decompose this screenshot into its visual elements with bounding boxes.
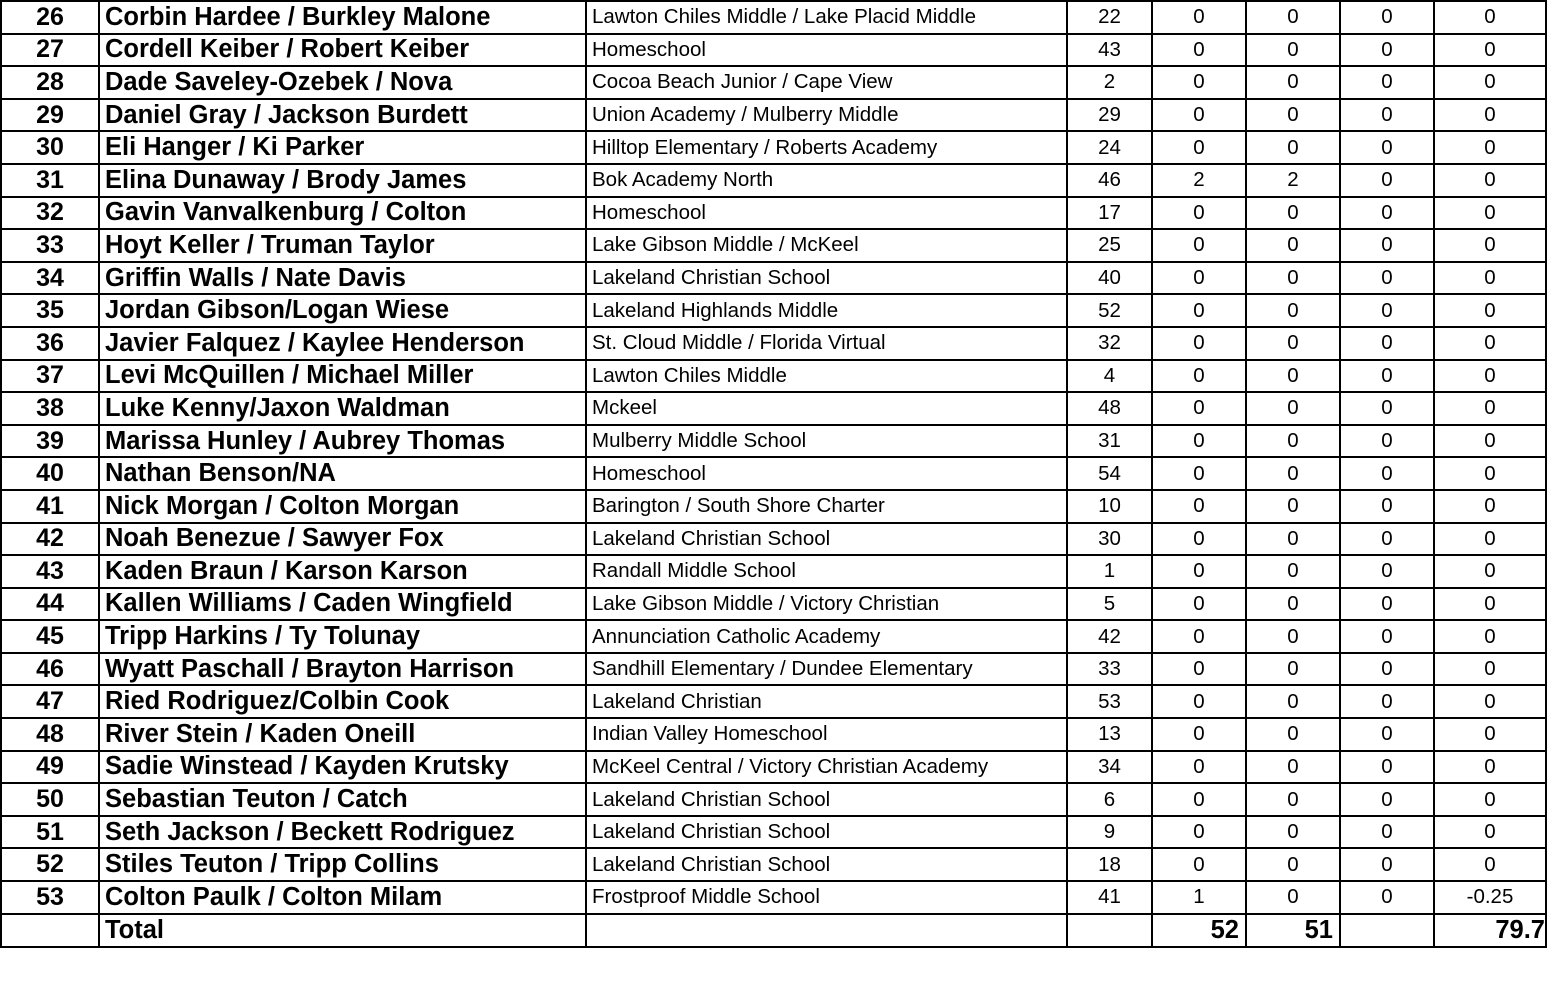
entry-number-cell: 30	[1067, 523, 1152, 556]
entry-number-cell: 53	[1067, 685, 1152, 718]
score-cell-1: 0	[1152, 197, 1246, 230]
table-row	[1, 294, 1546, 327]
score-cell-4: 0	[1434, 34, 1546, 67]
score-cell-2: 0	[1246, 327, 1340, 360]
school-cell: Mckeel	[586, 392, 1067, 425]
score-cell-2: 0	[1246, 523, 1340, 556]
score-cell-1: 0	[1152, 588, 1246, 621]
entry-number-cell: 52	[1067, 294, 1152, 327]
entry-number-cell: 5	[1067, 588, 1152, 621]
entry-number-cell: 9	[1067, 816, 1152, 849]
score-cell-3: 0	[1340, 457, 1434, 490]
school-cell: McKeel Central / Victory Christian Academy	[586, 751, 1067, 784]
score-cell-3: 0	[1340, 620, 1434, 653]
school-cell: Bok Academy North	[586, 164, 1067, 197]
school-cell: Sandhill Elementary / Dundee Elementary	[586, 653, 1067, 686]
score-cell-4: 0	[1434, 783, 1546, 816]
score-cell-1: 0	[1152, 99, 1246, 132]
table-row	[1, 881, 1546, 914]
entry-number-cell: 33	[1067, 653, 1152, 686]
team-name-cell: Ried Rodriguez/Colbin Cook	[99, 685, 586, 718]
score-cell-2: 0	[1246, 816, 1340, 849]
score-cell-4: 0	[1434, 425, 1546, 458]
score-cell-4: 0	[1434, 653, 1546, 686]
score-cell-2: 0	[1246, 881, 1340, 914]
score-cell-2: 0	[1246, 588, 1340, 621]
score-cell-4: 0	[1434, 360, 1546, 393]
score-cell-3: 0	[1340, 66, 1434, 99]
rank-cell: 34	[1, 262, 99, 295]
entry-number-cell: 18	[1067, 848, 1152, 881]
school-cell: Cocoa Beach Junior / Cape View	[586, 66, 1067, 99]
score-cell-2: 0	[1246, 490, 1340, 523]
rank-cell: 37	[1, 360, 99, 393]
total-school-cell	[586, 914, 1067, 947]
score-cell-4: 0	[1434, 66, 1546, 99]
score-cell-2: 0	[1246, 197, 1340, 230]
score-cell-3: 0	[1340, 425, 1434, 458]
team-name-cell: Noah Benezue / Sawyer Fox	[99, 523, 586, 556]
team-name-cell: Dade Saveley-Ozebek / Nova	[99, 66, 586, 99]
entry-number-cell: 43	[1067, 34, 1152, 67]
team-name-cell: Jordan Gibson/Logan Wiese	[99, 294, 586, 327]
total-score-3	[1340, 914, 1434, 947]
score-cell-2: 0	[1246, 1, 1340, 34]
total-score-2: 51	[1246, 914, 1340, 947]
score-cell-3: 0	[1340, 294, 1434, 327]
score-cell-1: 0	[1152, 425, 1246, 458]
school-cell: Union Academy / Mulberry Middle	[586, 99, 1067, 132]
score-cell-3: 0	[1340, 229, 1434, 262]
entry-number-cell: 41	[1067, 881, 1152, 914]
entry-number-cell: 54	[1067, 457, 1152, 490]
rank-cell: 50	[1, 783, 99, 816]
score-cell-3: 0	[1340, 718, 1434, 751]
score-cell-3: 0	[1340, 848, 1434, 881]
score-cell-1: 0	[1152, 262, 1246, 295]
table-row	[1, 718, 1546, 751]
entry-number-cell: 34	[1067, 751, 1152, 784]
rank-cell: 32	[1, 197, 99, 230]
team-name-cell: Colton Paulk / Colton Milam	[99, 881, 586, 914]
team-name-cell: Griffin Walls / Nate Davis	[99, 262, 586, 295]
team-name-cell: Cordell Keiber / Robert Keiber	[99, 34, 586, 67]
score-cell-2: 0	[1246, 751, 1340, 784]
school-cell: Lakeland Christian School	[586, 783, 1067, 816]
rank-cell: 44	[1, 588, 99, 621]
score-cell-4: 0	[1434, 131, 1546, 164]
rank-cell: 27	[1, 34, 99, 67]
entry-number-cell: 40	[1067, 262, 1152, 295]
score-cell-4: 0	[1434, 588, 1546, 621]
score-cell-1: 0	[1152, 294, 1246, 327]
score-cell-4: 0	[1434, 294, 1546, 327]
total-score-1: 52	[1152, 914, 1246, 947]
entry-number-cell: 25	[1067, 229, 1152, 262]
score-cell-2: 0	[1246, 392, 1340, 425]
table-row	[1, 262, 1546, 295]
rank-cell: 40	[1, 457, 99, 490]
score-cell-3: 0	[1340, 523, 1434, 556]
entry-number-cell: 22	[1067, 1, 1152, 34]
entry-number-cell: 10	[1067, 490, 1152, 523]
score-cell-3: 0	[1340, 131, 1434, 164]
rank-cell: 43	[1, 555, 99, 588]
score-cell-2: 0	[1246, 66, 1340, 99]
score-cell-3: 0	[1340, 262, 1434, 295]
score-cell-3: 0	[1340, 99, 1434, 132]
school-cell: Lakeland Christian School	[586, 848, 1067, 881]
score-cell-1: 0	[1152, 523, 1246, 556]
score-cell-1: 0	[1152, 360, 1246, 393]
score-cell-4: 0	[1434, 99, 1546, 132]
score-cell-3: 0	[1340, 783, 1434, 816]
score-cell-1: 0	[1152, 229, 1246, 262]
score-cell-1: 0	[1152, 848, 1246, 881]
entry-number-cell: 29	[1067, 99, 1152, 132]
score-cell-1: 0	[1152, 685, 1246, 718]
school-cell: Lakeland Christian School	[586, 816, 1067, 849]
score-cell-1: 0	[1152, 555, 1246, 588]
table-row	[1, 555, 1546, 588]
school-cell: Lake Gibson Middle / Victory Christian	[586, 588, 1067, 621]
score-cell-4: -0.25	[1434, 881, 1546, 914]
school-cell: Homeschool	[586, 197, 1067, 230]
team-name-cell: Corbin Hardee / Burkley Malone	[99, 1, 586, 34]
school-cell: St. Cloud Middle / Florida Virtual	[586, 327, 1067, 360]
score-cell-4: 0	[1434, 262, 1546, 295]
table-row	[1, 131, 1546, 164]
school-cell: Lake Gibson Middle / McKeel	[586, 229, 1067, 262]
school-cell: Lawton Chiles Middle	[586, 360, 1067, 393]
rank-cell: 28	[1, 66, 99, 99]
score-cell-3: 0	[1340, 392, 1434, 425]
school-cell: Mulberry Middle School	[586, 425, 1067, 458]
team-name-cell: Luke Kenny/Jaxon Waldman	[99, 392, 586, 425]
score-cell-1: 0	[1152, 131, 1246, 164]
school-cell: Indian Valley Homeschool	[586, 718, 1067, 751]
score-cell-1: 0	[1152, 1, 1246, 34]
score-cell-3: 0	[1340, 816, 1434, 849]
team-name-cell: Stiles Teuton / Tripp Collins	[99, 848, 586, 881]
school-cell: Lakeland Christian School	[586, 523, 1067, 556]
score-cell-3: 0	[1340, 685, 1434, 718]
rank-cell: 48	[1, 718, 99, 751]
table-row	[1, 360, 1546, 393]
score-cell-1: 0	[1152, 327, 1246, 360]
team-name-cell: Gavin Vanvalkenburg / Colton	[99, 197, 586, 230]
table-row	[1, 66, 1546, 99]
entry-number-cell: 6	[1067, 783, 1152, 816]
team-name-cell: Sebastian Teuton / Catch	[99, 783, 586, 816]
score-cell-4: 0	[1434, 327, 1546, 360]
score-cell-4: 0	[1434, 197, 1546, 230]
entry-number-cell: 1	[1067, 555, 1152, 588]
score-cell-3: 0	[1340, 360, 1434, 393]
table-row	[1, 99, 1546, 132]
table-row	[1, 751, 1546, 784]
team-name-cell: Nick Morgan / Colton Morgan	[99, 490, 586, 523]
score-cell-4: 0	[1434, 1, 1546, 34]
score-cell-3: 0	[1340, 197, 1434, 230]
score-cell-2: 0	[1246, 262, 1340, 295]
team-name-cell: Eli Hanger / Ki Parker	[99, 131, 586, 164]
score-cell-4: 0	[1434, 490, 1546, 523]
score-cell-1: 1	[1152, 881, 1246, 914]
score-cell-4: 0	[1434, 523, 1546, 556]
score-cell-4: 0	[1434, 816, 1546, 849]
rank-cell: 46	[1, 653, 99, 686]
school-cell: Barington / South Shore Charter	[586, 490, 1067, 523]
table-row	[1, 229, 1546, 262]
entry-number-cell: 42	[1067, 620, 1152, 653]
rank-cell: 41	[1, 490, 99, 523]
table-row	[1, 425, 1546, 458]
table-row	[1, 653, 1546, 686]
score-cell-2: 0	[1246, 783, 1340, 816]
score-cell-4: 0	[1434, 555, 1546, 588]
score-cell-1: 0	[1152, 783, 1246, 816]
school-cell: Lakeland Christian	[586, 685, 1067, 718]
team-name-cell: Kallen Williams / Caden Wingfield	[99, 588, 586, 621]
school-cell: Lawton Chiles Middle / Lake Placid Middle	[586, 1, 1067, 34]
entry-number-cell: 4	[1067, 360, 1152, 393]
rank-cell: 36	[1, 327, 99, 360]
rank-cell: 42	[1, 523, 99, 556]
table-row	[1, 197, 1546, 230]
entry-number-cell: 48	[1067, 392, 1152, 425]
score-cell-2: 0	[1246, 685, 1340, 718]
score-cell-1: 0	[1152, 457, 1246, 490]
rank-cell: 49	[1, 751, 99, 784]
score-cell-4: 0	[1434, 457, 1546, 490]
table-row	[1, 848, 1546, 881]
total-score-4: 79.7	[1434, 914, 1546, 947]
score-cell-1: 0	[1152, 718, 1246, 751]
entry-number-cell: 13	[1067, 718, 1152, 751]
score-cell-4: 0	[1434, 685, 1546, 718]
score-cell-3: 0	[1340, 327, 1434, 360]
score-cell-2: 0	[1246, 653, 1340, 686]
table-row	[1, 327, 1546, 360]
score-cell-2: 0	[1246, 457, 1340, 490]
score-cell-2: 0	[1246, 360, 1340, 393]
score-cell-3: 0	[1340, 555, 1434, 588]
rank-cell: 52	[1, 848, 99, 881]
team-name-cell: Kaden Braun / Karson Karson	[99, 555, 586, 588]
school-cell: Lakeland Christian School	[586, 262, 1067, 295]
team-name-cell: Levi McQuillen / Michael Miller	[99, 360, 586, 393]
team-name-cell: Nathan Benson/NA	[99, 457, 586, 490]
team-name-cell: Sadie Winstead / Kayden Krutsky	[99, 751, 586, 784]
score-cell-3: 0	[1340, 653, 1434, 686]
total-row	[1, 914, 1546, 947]
rank-cell: 33	[1, 229, 99, 262]
team-name-cell: Javier Falquez / Kaylee Henderson	[99, 327, 586, 360]
rank-cell: 39	[1, 425, 99, 458]
score-cell-1: 0	[1152, 490, 1246, 523]
team-name-cell: Seth Jackson / Beckett Rodriguez	[99, 816, 586, 849]
score-cell-4: 0	[1434, 848, 1546, 881]
score-cell-1: 0	[1152, 620, 1246, 653]
entry-number-cell: 17	[1067, 197, 1152, 230]
team-name-cell: Elina Dunaway / Brody James	[99, 164, 586, 197]
score-cell-2: 0	[1246, 34, 1340, 67]
entry-number-cell: 32	[1067, 327, 1152, 360]
rank-cell: 45	[1, 620, 99, 653]
score-cell-4: 0	[1434, 751, 1546, 784]
score-cell-2: 0	[1246, 131, 1340, 164]
score-cell-2: 0	[1246, 718, 1340, 751]
score-cell-3: 0	[1340, 34, 1434, 67]
score-cell-2: 0	[1246, 229, 1340, 262]
entry-number-cell: 24	[1067, 131, 1152, 164]
team-name-cell: Marissa Hunley / Aubrey Thomas	[99, 425, 586, 458]
score-cell-4: 0	[1434, 718, 1546, 751]
rank-cell: 38	[1, 392, 99, 425]
score-cell-2: 0	[1246, 848, 1340, 881]
table-row	[1, 34, 1546, 67]
school-cell: Lakeland Highlands Middle	[586, 294, 1067, 327]
score-cell-4: 0	[1434, 620, 1546, 653]
team-name-cell: River Stein / Kaden Oneill	[99, 718, 586, 751]
team-name-cell: Tripp Harkins / Ty Tolunay	[99, 620, 586, 653]
team-name-cell: Wyatt Paschall / Brayton Harrison	[99, 653, 586, 686]
score-cell-4: 0	[1434, 392, 1546, 425]
table-row	[1, 620, 1546, 653]
table-row	[1, 588, 1546, 621]
rank-cell: 51	[1, 816, 99, 849]
score-cell-1: 0	[1152, 816, 1246, 849]
total-entry-cell	[1067, 914, 1152, 947]
school-cell: Annunciation Catholic Academy	[586, 620, 1067, 653]
score-cell-2: 0	[1246, 425, 1340, 458]
rank-cell: 47	[1, 685, 99, 718]
score-cell-1: 0	[1152, 66, 1246, 99]
score-cell-3: 0	[1340, 164, 1434, 197]
table-row	[1, 457, 1546, 490]
score-cell-1: 0	[1152, 653, 1246, 686]
table-row	[1, 523, 1546, 556]
total-rank-cell	[1, 914, 99, 947]
standings-table-body	[1, 1, 1546, 947]
table-row	[1, 1, 1546, 34]
rank-cell: 53	[1, 881, 99, 914]
school-cell: Homeschool	[586, 34, 1067, 67]
score-cell-1: 2	[1152, 164, 1246, 197]
school-cell: Homeschool	[586, 457, 1067, 490]
score-cell-2: 0	[1246, 555, 1340, 588]
entry-number-cell: 31	[1067, 425, 1152, 458]
rank-cell: 29	[1, 99, 99, 132]
school-cell: Randall Middle School	[586, 555, 1067, 588]
table-row	[1, 783, 1546, 816]
table-row	[1, 816, 1546, 849]
score-cell-3: 0	[1340, 751, 1434, 784]
school-cell: Hilltop Elementary / Roberts Academy	[586, 131, 1067, 164]
team-name-cell: Daniel Gray / Jackson Burdett	[99, 99, 586, 132]
table-row	[1, 685, 1546, 718]
score-cell-3: 0	[1340, 881, 1434, 914]
score-cell-1: 0	[1152, 751, 1246, 784]
school-cell: Frostproof Middle School	[586, 881, 1067, 914]
score-cell-3: 0	[1340, 588, 1434, 621]
score-cell-1: 0	[1152, 392, 1246, 425]
table-row	[1, 164, 1546, 197]
score-cell-1: 0	[1152, 34, 1246, 67]
rank-cell: 31	[1, 164, 99, 197]
rank-cell: 35	[1, 294, 99, 327]
total-label: Total	[99, 914, 586, 947]
score-cell-4: 0	[1434, 229, 1546, 262]
entry-number-cell: 46	[1067, 164, 1152, 197]
team-name-cell: Hoyt Keller / Truman Taylor	[99, 229, 586, 262]
score-cell-2: 0	[1246, 99, 1340, 132]
score-cell-2: 2	[1246, 164, 1340, 197]
score-cell-3: 0	[1340, 1, 1434, 34]
table-row	[1, 490, 1546, 523]
entry-number-cell: 2	[1067, 66, 1152, 99]
table-row	[1, 392, 1546, 425]
score-cell-2: 0	[1246, 294, 1340, 327]
score-cell-2: 0	[1246, 620, 1340, 653]
score-cell-3: 0	[1340, 490, 1434, 523]
rank-cell: 26	[1, 1, 99, 34]
rank-cell: 30	[1, 131, 99, 164]
score-cell-4: 0	[1434, 164, 1546, 197]
